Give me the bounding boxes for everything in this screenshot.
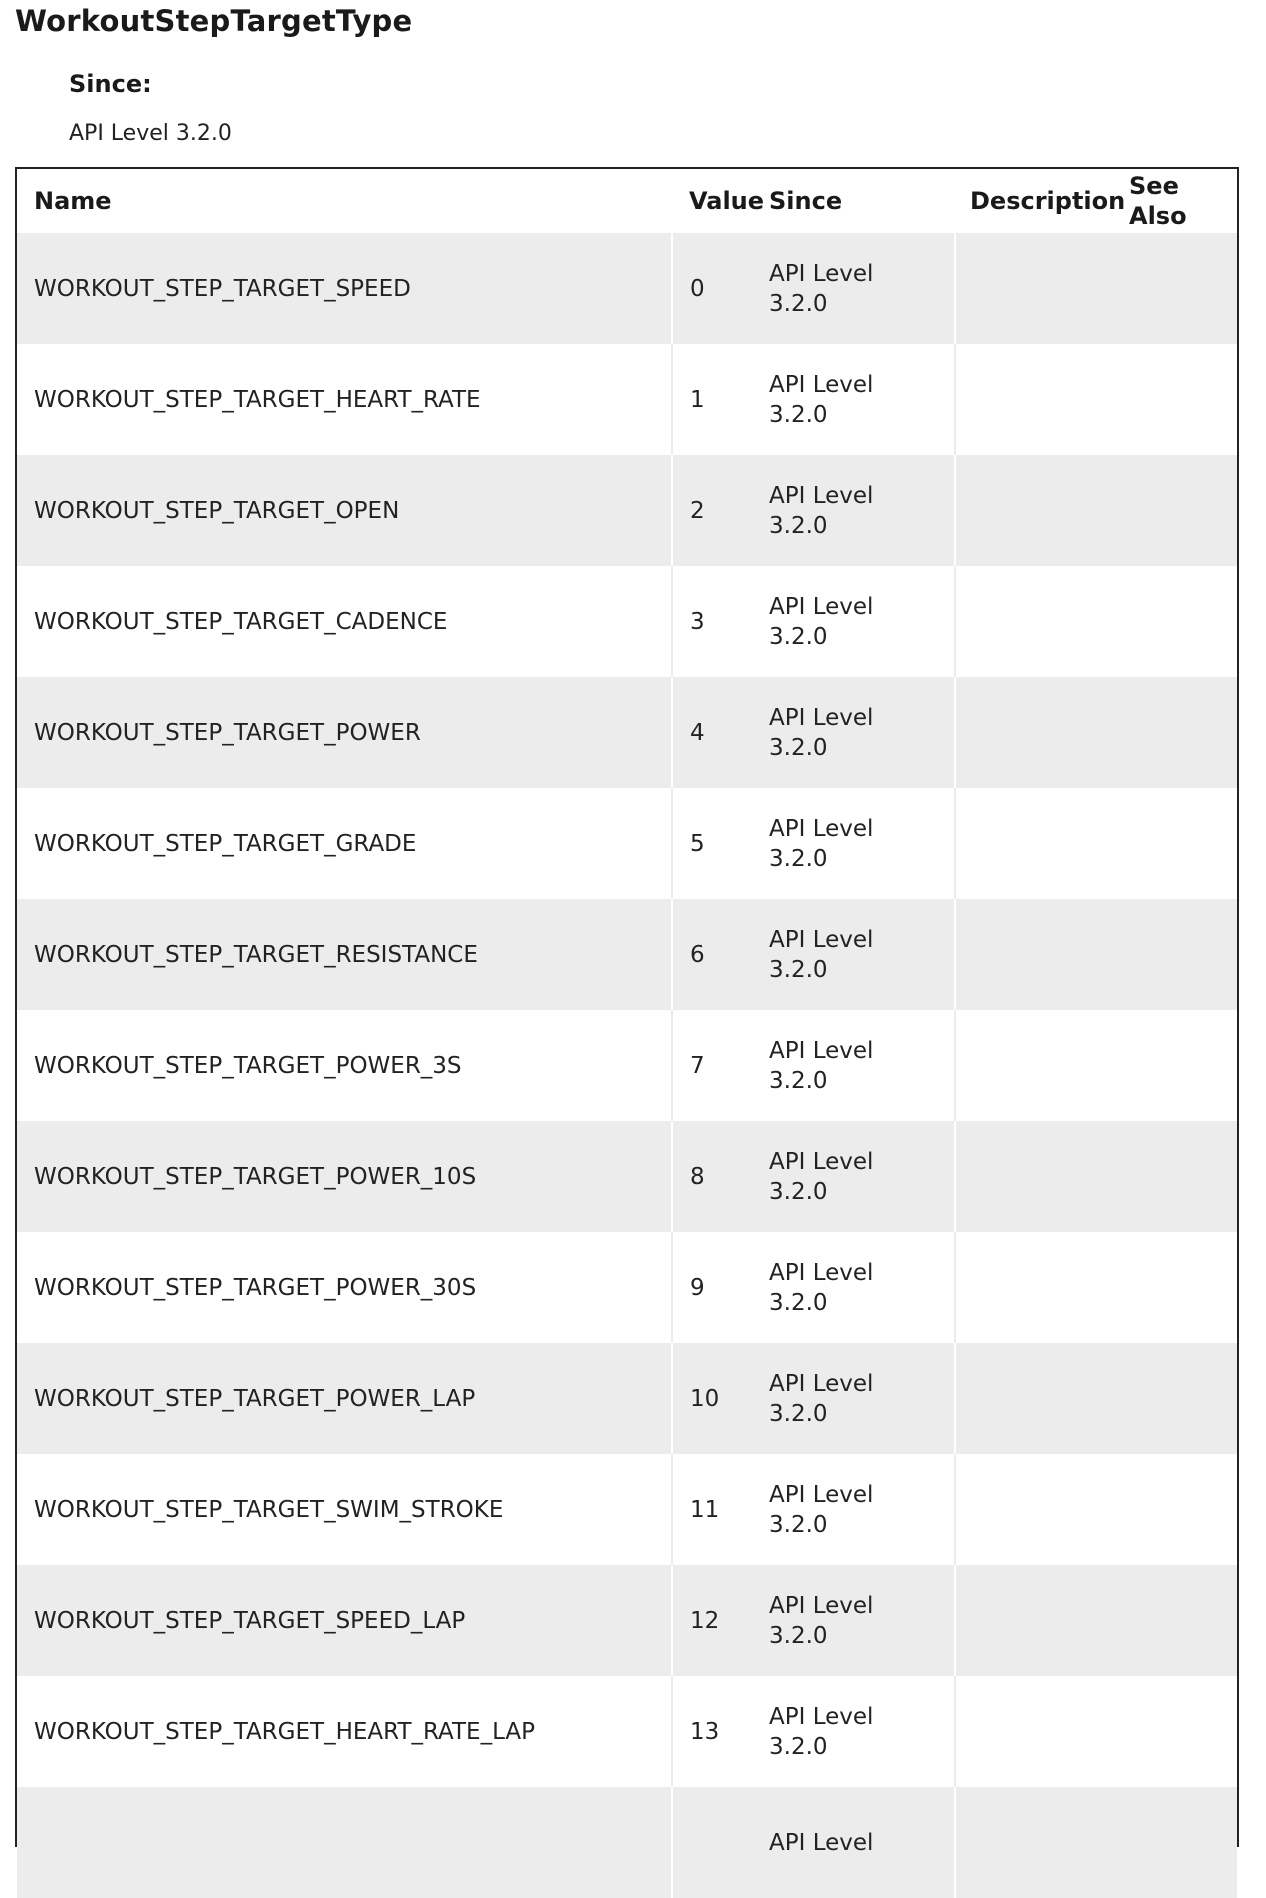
since-line-1: API Level	[769, 815, 874, 842]
since-line-1: API Level	[769, 1148, 874, 1175]
since-line-2: 3.2.0	[769, 734, 828, 761]
constants-table	[17, 169, 1237, 1898]
constant-value	[672, 1787, 765, 1898]
constant-name: WORKOUT_STEP_TARGET_SWIM_STROKE	[17, 1454, 672, 1565]
since-line-1: API Level	[769, 1829, 874, 1856]
constant-description	[955, 1787, 1125, 1898]
header-description: Description	[955, 169, 1125, 233]
constant-since	[765, 1343, 955, 1454]
header-since: Since	[765, 169, 955, 233]
constant-since	[765, 344, 955, 455]
constant-since	[765, 1010, 955, 1121]
table-row	[17, 1121, 1237, 1232]
constant-description	[955, 1121, 1125, 1232]
constant-since	[765, 233, 955, 344]
table-row	[17, 788, 1237, 899]
table-row	[17, 899, 1237, 1010]
since-line-2: 3.2.0	[769, 623, 828, 650]
constant-see-also	[1125, 1565, 1237, 1676]
constant-see-also	[1125, 899, 1237, 1010]
since-label: Since:	[69, 70, 152, 98]
constant-value: 8	[672, 1121, 765, 1232]
table-row	[17, 1787, 1237, 1898]
constant-description	[955, 1232, 1125, 1343]
constant-value: 1	[672, 344, 765, 455]
table-row	[17, 1565, 1237, 1676]
since-line-1: API Level	[769, 926, 874, 953]
constant-see-also	[1125, 455, 1237, 566]
constants-table-container[interactable]	[15, 167, 1239, 1856]
table-row	[17, 455, 1237, 566]
table-row	[17, 677, 1237, 788]
constant-since	[765, 1676, 955, 1787]
constant-see-also	[1125, 1121, 1237, 1232]
constant-value: 4	[672, 677, 765, 788]
constant-name: WORKOUT_STEP_TARGET_POWER_30S	[17, 1232, 672, 1343]
since-line-2: 3.2.0	[769, 1178, 828, 1205]
since-line-2: 3.2.0	[769, 1289, 828, 1316]
header-name: Name	[17, 169, 672, 233]
since-line-1: API Level	[769, 371, 874, 398]
constant-value: 9	[672, 1232, 765, 1343]
constant-value: 2	[672, 455, 765, 566]
constant-description	[955, 455, 1125, 566]
constant-description	[955, 1565, 1125, 1676]
constant-name: WORKOUT_STEP_TARGET_HEART_RATE_LAP	[17, 1676, 672, 1787]
constant-name: WORKOUT_STEP_TARGET_POWER_3S	[17, 1010, 672, 1121]
since-line-1: API Level	[769, 1259, 874, 1286]
constant-description	[955, 344, 1125, 455]
since-line-2: 3.2.0	[769, 1400, 828, 1427]
since-line-1: API Level	[769, 1481, 874, 1508]
constant-see-also	[1125, 1676, 1237, 1787]
constant-value: 7	[672, 1010, 765, 1121]
constant-see-also	[1125, 1454, 1237, 1565]
constant-description	[955, 1010, 1125, 1121]
constant-description	[955, 1454, 1125, 1565]
constant-since	[765, 1232, 955, 1343]
constant-value: 5	[672, 788, 765, 899]
constant-since	[765, 1121, 955, 1232]
constant-name: WORKOUT_STEP_TARGET_POWER	[17, 677, 672, 788]
table-row	[17, 233, 1237, 344]
constant-value: 10	[672, 1343, 765, 1454]
constant-name: WORKOUT_STEP_TARGET_SPEED_LAP	[17, 1565, 672, 1676]
constant-name: WORKOUT_STEP_TARGET_POWER_10S	[17, 1121, 672, 1232]
constant-description	[955, 1343, 1125, 1454]
header-see-also: See Also	[1125, 169, 1237, 233]
constant-description	[955, 677, 1125, 788]
table-row	[17, 1454, 1237, 1565]
constant-value: 6	[672, 899, 765, 1010]
constant-see-also	[1125, 233, 1237, 344]
constant-see-also	[1125, 1343, 1237, 1454]
table-header	[17, 169, 1237, 233]
since-line-2: 3.2.0	[769, 512, 828, 539]
since-line-2: 3.2.0	[769, 845, 828, 872]
table-body	[17, 233, 1237, 1898]
constant-description	[955, 566, 1125, 677]
constant-description	[955, 899, 1125, 1010]
constant-name	[17, 1787, 672, 1898]
since-line-1: API Level	[769, 593, 874, 620]
constant-see-also	[1125, 344, 1237, 455]
table-row	[17, 344, 1237, 455]
constant-name: WORKOUT_STEP_TARGET_SPEED	[17, 233, 672, 344]
constant-since	[765, 677, 955, 788]
since-line-2: 3.2.0	[769, 956, 828, 983]
constant-since	[765, 455, 955, 566]
since-line-1: API Level	[769, 704, 874, 731]
since-line-2: 3.2.0	[769, 1067, 828, 1094]
constant-see-also	[1125, 1787, 1237, 1898]
table-row	[17, 566, 1237, 677]
constant-since	[765, 1565, 955, 1676]
since-line-2: 3.2.0	[769, 1622, 828, 1649]
table-header-row	[17, 169, 1237, 233]
constant-name: WORKOUT_STEP_TARGET_POWER_LAP	[17, 1343, 672, 1454]
constant-value: 0	[672, 233, 765, 344]
constant-value: 11	[672, 1454, 765, 1565]
since-line-1: API Level	[769, 1370, 874, 1397]
constant-description	[955, 233, 1125, 344]
since-line-1: API Level	[769, 1703, 874, 1730]
constant-value: 3	[672, 566, 765, 677]
since-line-1: API Level	[769, 482, 874, 509]
since-line-1: API Level	[769, 1592, 874, 1619]
header-value: Value	[672, 169, 765, 233]
constant-description	[955, 1676, 1125, 1787]
since-line-2: 3.2.0	[769, 290, 828, 317]
constant-value: 12	[672, 1565, 765, 1676]
constant-name: WORKOUT_STEP_TARGET_OPEN	[17, 455, 672, 566]
page-title: WorkoutStepTargetType	[15, 4, 413, 38]
since-line-1: API Level	[769, 1037, 874, 1064]
since-line-2: 3.2.0	[769, 1511, 828, 1538]
table-row	[17, 1010, 1237, 1121]
constant-description	[955, 788, 1125, 899]
constant-since	[765, 899, 955, 1010]
constant-since	[765, 1787, 955, 1898]
constant-since	[765, 566, 955, 677]
constant-see-also	[1125, 677, 1237, 788]
constant-since	[765, 1454, 955, 1565]
constant-name: WORKOUT_STEP_TARGET_CADENCE	[17, 566, 672, 677]
since-line-2: 3.2.0	[769, 401, 828, 428]
constant-see-also	[1125, 1232, 1237, 1343]
table-row	[17, 1676, 1237, 1787]
constant-since	[765, 788, 955, 899]
constant-name: WORKOUT_STEP_TARGET_HEART_RATE	[17, 344, 672, 455]
constant-see-also	[1125, 1010, 1237, 1121]
table-row	[17, 1232, 1237, 1343]
since-line-1: API Level	[769, 260, 874, 287]
constant-see-also	[1125, 566, 1237, 677]
constant-name: WORKOUT_STEP_TARGET_RESISTANCE	[17, 899, 672, 1010]
constant-value: 13	[672, 1676, 765, 1787]
constant-name: WORKOUT_STEP_TARGET_GRADE	[17, 788, 672, 899]
since-line-2: 3.2.0	[769, 1733, 828, 1760]
constant-see-also	[1125, 788, 1237, 899]
since-value: API Level 3.2.0	[69, 121, 232, 146]
table-row	[17, 1343, 1237, 1454]
